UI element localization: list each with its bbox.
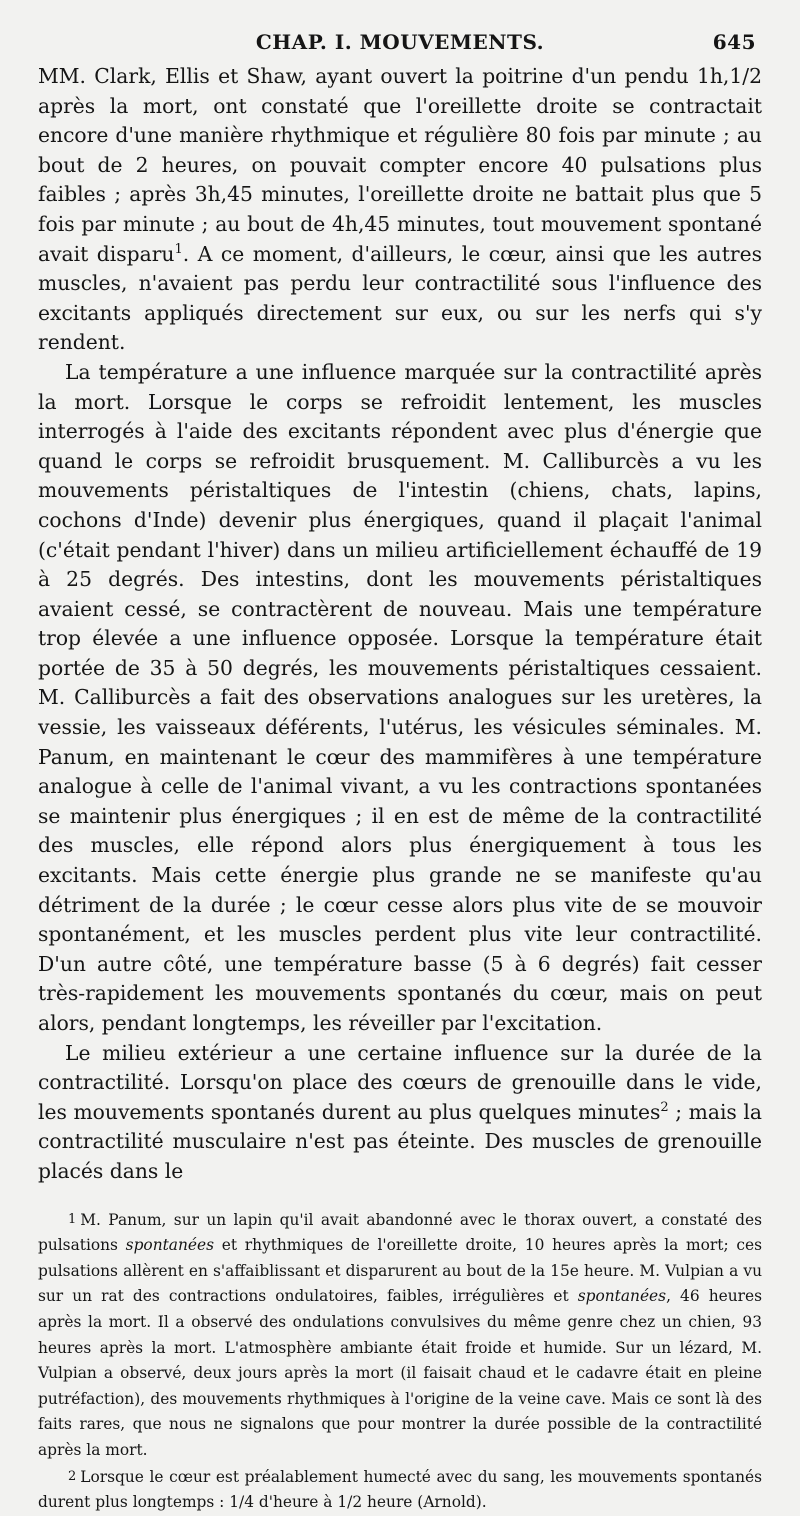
paragraph-1-text-a: MM. Clark, Ellis et Shaw, ayant ouvert la poitrine d'un pendu 1h,1/2 après la mort, ont constaté que l'oreillette droite se contractait encore d'une manière rhythmique et régulière 80 fois par minute ; au bout de 2 heures, on pouvait compter encore 40 pulsations plus faibles ; après 3h,45 minutes, l'oreillette droite ne battait plus que 5 fois par minute ; au bout de 4h,45 minutes, tout mouvement spontané avait disparu [38, 64, 762, 266]
paragraph-1 [38, 62, 762, 358]
footnote-1-number: 1 [68, 1211, 77, 1227]
footnote-2-number: 2 [68, 1468, 77, 1484]
footnote-1-emphasis-1: spontanées [125, 1236, 214, 1255]
footnote-1-text-a: M. Panum, sur un lapin qu'il avait abandonné avec le thorax ouvert, a constaté des pulsations [38, 1210, 762, 1255]
body-text [38, 62, 762, 1187]
paragraph-3-text-a: Le milieu extérieur a une certaine influence sur la durée de la contractilité. Lorsqu'on place des cœurs de grenouille dans le vide, les mouvements spontanés durent au plus quelques minutes [38, 1040, 762, 1124]
footnote-2 [38, 1464, 762, 1516]
footnote-1-text-b: et rhythmiques de l'oreillette droite, 10 heures après la mort; ces pulsations allèrent en s'affaiblissant et disparurent au bout de la 15e heure. M. Vulpian a vu sur un rat des contractions ondulatoires, faibles, irrégulières et [38, 1236, 762, 1306]
footnote-1-text-c: , 46 heures après la mort. Il a observé des ondulations convulsives du même genre chez un chien, 93 heures après la mort. L'atmosphère ambiante était froide et humide. Sur un lézard, M. Vulpian a observé, deux jours après la mort (il faisait chaud et le cadavre était en pleine putréfaction), des mouvements rhythmiques à l'origine de la veine cave. Mais ce sont là des faits rares, que nous ne signalons que pour montrer la durée possible de la contractilité après la mort. [38, 1287, 762, 1459]
paragraph-1-text-b: . A ce moment, d'ailleurs, le cœur, ainsi que les autres muscles, n'avaient pas perdu leur contractilité sous l'influence des excitants appliqués directement sur eux, ou sur les nerfs qui s'y rendent. [38, 241, 762, 355]
chapter-title: CHAP. I. MOUVEMENTS. [255, 30, 545, 54]
footnotes [38, 1207, 762, 1516]
footnote-ref-1: 1 [174, 241, 183, 257]
footnote-2-text: Lorsque le cœur est préalablement humecté avec du sang, les mouvements spontanés durent plus longtemps : 1/4 d'heure à 1/2 heure (Arnold). [38, 1467, 762, 1512]
running-head [38, 26, 762, 62]
footnote-ref-2: 2 [660, 1100, 669, 1116]
footnote-1-emphasis-2: spontanées [577, 1287, 667, 1306]
footnote-1 [38, 1207, 762, 1464]
paragraph-3 [38, 1039, 762, 1187]
paragraph-3-text-b: ; mais la contractilité musculaire n'est pas éteinte. Des muscles de grenouille placés dans le [38, 1099, 762, 1183]
paragraph-2: La température a une influence marquée sur la contractilité après la mort. Lorsque le corps se refroidit lentement, les muscles interrogés à l'aide des excitants répondent avec plus d'énergie que quand le corps se refroidit brusquement. M. Calliburcès a vu les mouvements péristaltiques de l'intestin (chiens, chats, lapins, cochons d'Inde) devenir plus énergiques, quand il plaçait l'animal (c'était pendant l'hiver) dans un milieu artificiellement échauffé de 19 à 25 degrés. Des intestins, dont les mouvements péristaltiques avaient cessé, se contractèrent de nouveau. Mais une température trop élevée a une influence opposée. Lorsque la température était portée de 35 à 50 degrés, les mouvements péristaltiques cessaient. M. Calliburcès a fait des observations analogues sur les uretères, la vessie, les vaisseaux déférents, l'utérus, les vésicules séminales. M. Panum, en maintenant le cœur des mammifères à une température analogue à celle de l'animal vivant, a vu les contractions spontanées se maintenir plus énergiques ; il en est de même de la contractilité des muscles, elle répond alors plus énergiquement à tous les excitants. Mais cette énergie plus grande ne se manifeste qu'au détriment de la durée ; le cœur cesse alors plus vite de se mouvoir spontanément, et les muscles perdent plus vite leur contractilité. D'un autre côté, une température basse (5 à 6 degrés) fait cesser très-rapidement les mouvements spontanés du cœur, mais on peut alors, pendant longtemps, les réveiller par l'excitation. [38, 359, 762, 1035]
page-number: 645 [712, 30, 756, 54]
